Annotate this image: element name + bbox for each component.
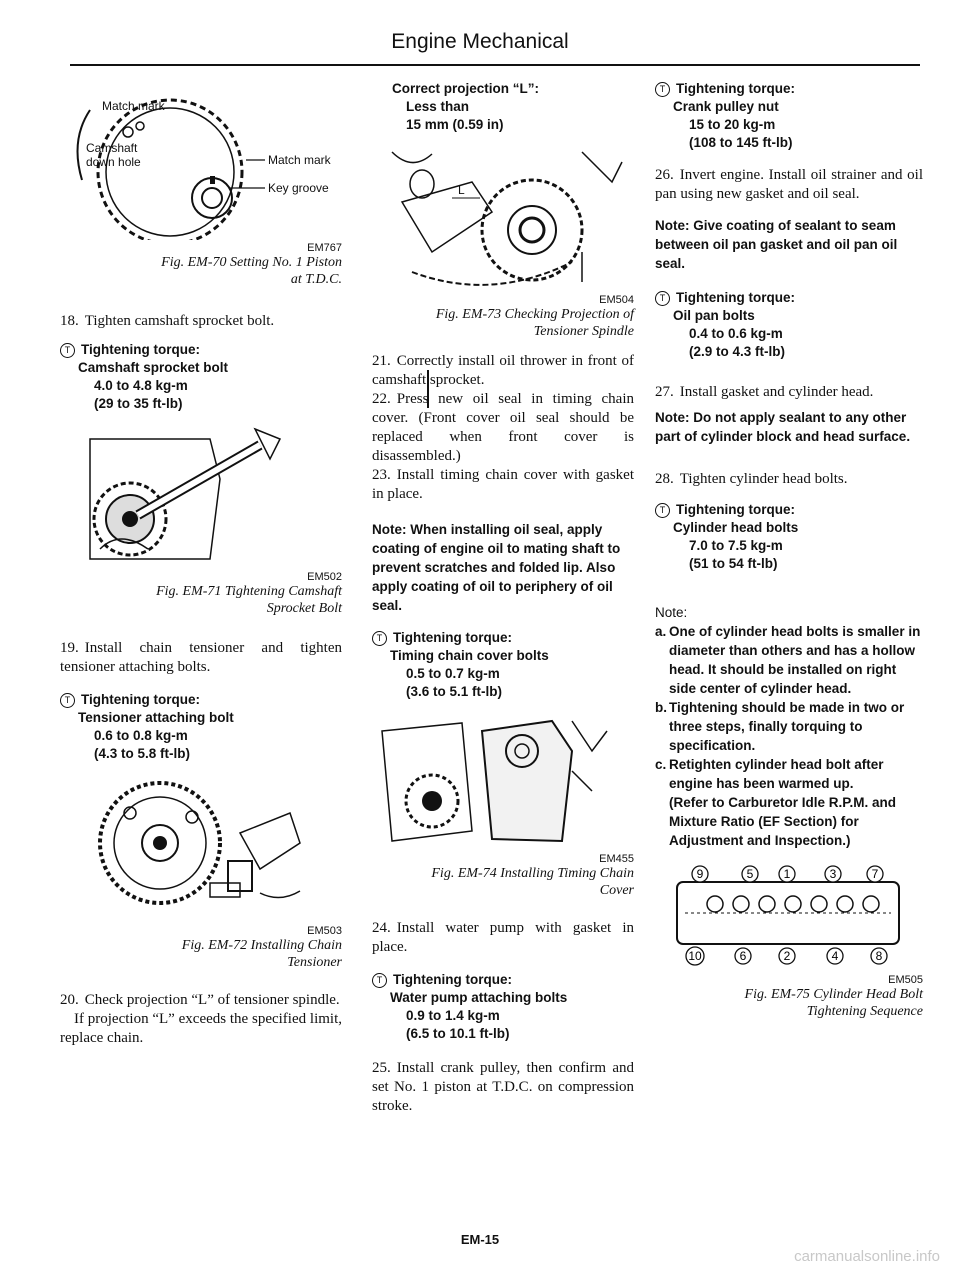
- step-19: 19. Install chain tensioner and tighten tensioner attaching bolts.: [60, 640, 342, 675]
- wrench-on-sprocket-illustration: [60, 419, 342, 569]
- bolt-number-6: 6: [739, 949, 747, 963]
- step-25: 25. Install crank pulley, then confirm and set No. 1 piston at T.D.C. on compression stroke.: [372, 1060, 634, 1114]
- torque-wrench-icon: T: [655, 503, 670, 518]
- step-26: 26. Invert engine. Install oil strainer and oil pan using new gasket and oil seal.: [655, 167, 923, 202]
- torque-spec-crank-pulley: T Tightening torque: Crank pulley nut 15 to 20 kg-m (108 to 145 ft-lb): [655, 80, 923, 152]
- step-24: 24. Install water pump with gasket in place.: [372, 920, 634, 955]
- note-no-sealant: Note: Do not apply sealant to any other part of cylinder block and head surface.: [655, 410, 911, 444]
- torque-spec-timing-cover: T Tightening torque: Timing chain cover bolts 0.5 to 0.7 kg-m (3.6 to 5.1 ft-lb): [372, 629, 634, 701]
- torque-wrench-icon: T: [655, 82, 670, 97]
- torque-wrench-icon: T: [60, 693, 75, 708]
- bolt-number-8: 8: [875, 949, 883, 963]
- torque-wrench-icon: T: [60, 343, 75, 358]
- timing-chain-cover-illustration: [372, 711, 634, 851]
- figure-em73: [372, 142, 634, 340]
- page-number: EM-15: [460, 1232, 500, 1247]
- note-oil-seal: Note: When installing oil seal, apply coating of engine oil to mating shaft to prevent scratches and folded lip. Also apply coating of oil to periphery of oil seal.: [372, 522, 621, 613]
- figure-caption: Fig. EM-71 Tightening Camshaft Sprocket Bolt: [156, 584, 342, 616]
- step-22: 22. Press new oil seal in timing chain cover. (Front cover oil seal should be replaced when front cover is disassembled.): [372, 391, 634, 464]
- step-21: 21. Correctly install oil thrower in front of camshaft sprocket.: [372, 353, 634, 388]
- figure-code: EM503: [307, 925, 342, 937]
- label-dowel-hole: down hole: [86, 155, 141, 169]
- figure-em70: [60, 80, 342, 288]
- step-27: 27. Install gasket and cylinder head.: [655, 384, 874, 400]
- torque-spec-oil-pan: T Tightening torque: Oil pan bolts 0.4 to 0.6 kg-m (2.9 to 4.3 ft-lb): [655, 289, 923, 361]
- figure-caption: Fig. EM-70 Setting No. 1 Piston at T.D.C.: [161, 255, 342, 287]
- step-20: 20. Check projection “L” of tensioner spindle.: [60, 992, 340, 1008]
- torque-spec-camshaft-sprocket: T Tightening torque: Camshaft sprocket bolt 4.0 to 4.8 kg-m (29 to 35 ft-lb): [60, 341, 342, 413]
- step-23: 23. Install timing chain cover with gasket in place.: [372, 467, 634, 502]
- cylinder-head-notes: Note: a. One of cylinder head bolts is smaller in diameter than others and has a hollow head. It should be installed on right side center of cylinder head. b. Tightening should be made in two or three steps, finally torquing to specification. c. Retighten cylinder head bolt after engine has been warmed up. (Refer to Carburetor Idle R.P.M. and Mixture Ratio (EF Section) for Adjustment and Inspection.): [655, 603, 923, 850]
- column-middle: [372, 80, 634, 1116]
- label-key-groove: Key groove: [268, 181, 329, 195]
- torque-wrench-icon: T: [372, 973, 387, 988]
- note-oil-pan-sealant: Note: Give coating of sealant to seam between oil pan gasket and oil pan oil seal.: [655, 218, 898, 271]
- chain-tensioner-illustration: [60, 773, 342, 923]
- figure-caption: Fig. EM-74 Installing Timing Chain Cover: [431, 866, 634, 898]
- sprocket-match-mark-illustration: [60, 80, 342, 240]
- figure-code: EM767: [307, 242, 342, 254]
- figure-caption: Fig. EM-73 Checking Projection of Tensioner Spindle: [435, 307, 634, 339]
- note-b: b. Tightening should be made in two or three steps, finally torquing to specification.: [655, 700, 905, 753]
- figure-caption: Fig. EM-75 Cylinder Head Bolt Tightening Sequence: [744, 987, 923, 1019]
- step-28: 28. Tighten cylinder head bolts.: [655, 471, 848, 487]
- torque-spec-water-pump: T Tightening torque: Water pump attaching bolts 0.9 to 1.4 kg-m (6.5 to 10.1 ft-lb): [372, 971, 634, 1043]
- torque-spec-tensioner: T Tightening torque: Tensioner attaching bolt 0.6 to 0.8 kg-m (4.3 to 5.8 ft-lb): [60, 691, 342, 763]
- bolt-number-9: 9: [696, 867, 704, 881]
- cylinder-head-bolt-sequence-diagram: [655, 862, 923, 972]
- label-l: L: [458, 183, 465, 197]
- label-match-mark-right: Match mark: [268, 153, 331, 167]
- figure-code: EM504: [599, 294, 634, 306]
- label-camshaft: Camshaft: [86, 141, 138, 155]
- figure-code: EM505: [888, 974, 923, 986]
- page-header-title: Engine Mechanical: [391, 30, 569, 53]
- bolt-number-5: 5: [746, 867, 754, 881]
- figure-code: EM502: [307, 571, 342, 583]
- figure-em72: [60, 773, 342, 971]
- step-20-detail: If projection “L” exceeds the specified limit, replace chain.: [60, 1011, 342, 1046]
- bolt-number-2: 2: [783, 949, 791, 963]
- note-a: a. One of cylinder head bolts is smaller in diameter than others and has a hollow head. It should be installed on right side center of cylinder head.: [655, 624, 921, 696]
- label-match-mark-top: Match mark: [102, 99, 165, 113]
- header-rule: [70, 64, 920, 66]
- figure-code: EM455: [599, 853, 634, 865]
- watermark: carmanualsonline.info: [794, 1248, 940, 1265]
- column-left: [60, 80, 342, 1048]
- torque-wrench-icon: T: [655, 291, 670, 306]
- bolt-number-7: 7: [871, 867, 879, 881]
- bolt-number-1: 1: [783, 867, 791, 881]
- torque-spec-cylinder-head: T Tightening torque: Cylinder head bolts 7.0 to 7.5 kg-m (51 to 54 ft-lb): [655, 501, 923, 573]
- step-18: 18. Tighten camshaft sprocket bolt.: [60, 313, 275, 329]
- projection-spec: Correct projection “L”: Less than 15 mm (0.59 in): [392, 81, 540, 132]
- figure-em75: [655, 862, 923, 1020]
- figure-em74: [372, 711, 634, 899]
- figure-em71: [60, 419, 342, 617]
- bolt-number-10: 10: [688, 949, 702, 963]
- torque-wrench-icon: T: [372, 631, 387, 646]
- bolt-number-3: 3: [829, 867, 837, 881]
- column-right: [655, 80, 923, 1020]
- tensioner-projection-illustration: [372, 142, 634, 292]
- figure-caption: Fig. EM-72 Installing Chain Tensioner: [181, 938, 342, 970]
- note-c: c. Retighten cylinder head bolt after engine has been warmed up. (Refer to Carburetor Idle R.P.M. and Mixture Ratio (EF Section) for Adjustment and Inspection.): [655, 757, 897, 848]
- bolt-number-4: 4: [831, 949, 839, 963]
